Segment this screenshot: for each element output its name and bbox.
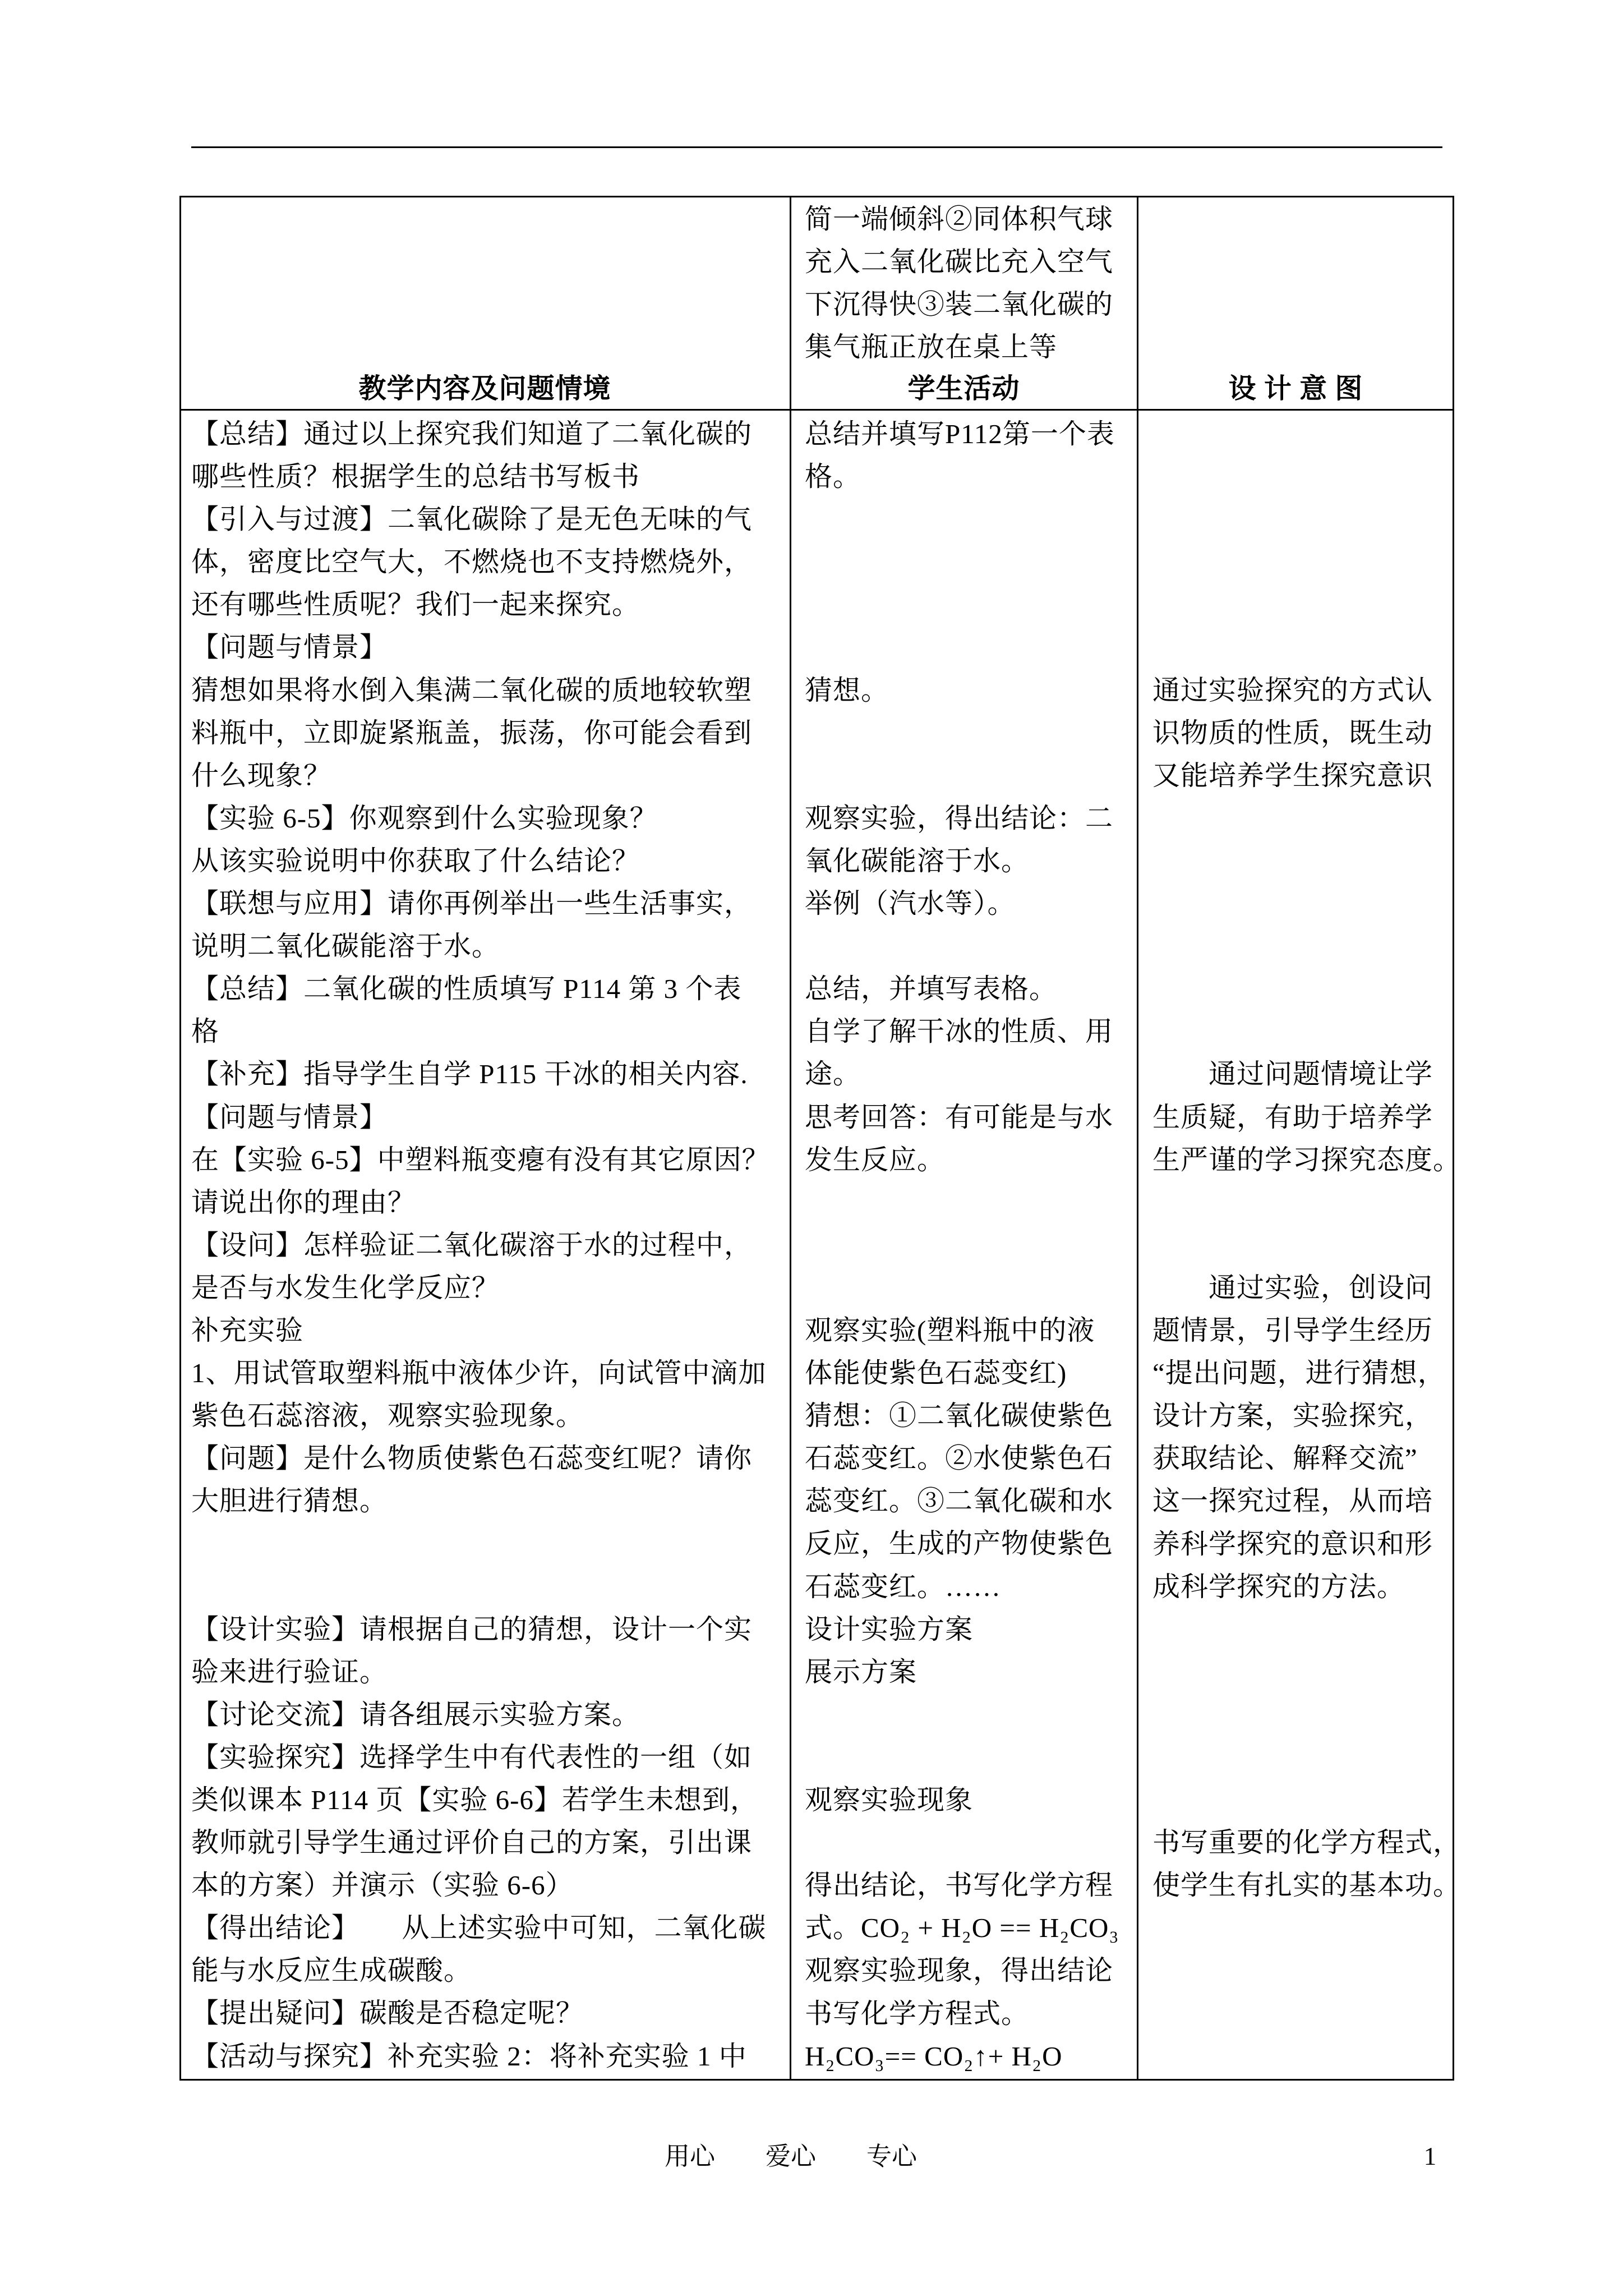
- activity-item: [805, 1949, 1119, 1992]
- activity-line: 观察实验现象: [805, 1784, 974, 1816]
- activity-item: [805, 1993, 1119, 2035]
- content-line: 【设问】怎样验证二氧化碳溶于水的过程中，: [191, 1229, 753, 1260]
- content-item: [191, 840, 770, 882]
- design-line: 成科学探究的方法。: [1152, 1571, 1405, 1602]
- content-line: 补充实验: [191, 1314, 304, 1346]
- design-line: 书写重要的化学方程式，: [1152, 1827, 1461, 1858]
- content-line: 【活动与探究】补充实验 2：将补充实验 1 中: [191, 2040, 747, 2072]
- activity-line: 集气瓶正放在桌上等: [805, 332, 1058, 363]
- chemical-equation: 式。CO₂ + H₂O == H₂CO₃: [805, 1912, 1119, 1944]
- design-line: 通过实验，创设问: [1152, 1272, 1433, 1303]
- design-item: [1152, 1053, 1461, 1181]
- column-header-design: 设 计 意 图: [1228, 373, 1363, 404]
- activity-line: 思考回答：有可能是与水: [805, 1101, 1114, 1133]
- activity-line: 总结并填写P112第一个表: [805, 418, 1115, 449]
- content-line: 猜想如果将水倒入集满二氧化碳的质地较软塑: [191, 674, 753, 706]
- chemical-equation: H₂CO₃== CO₂↑+ H₂O: [805, 2040, 1063, 2072]
- design-line: 通过问题情境让学: [1152, 1059, 1433, 1090]
- activity-line: 观察实验，得出结论：二: [805, 802, 1114, 834]
- content-line: 【讨论交流】请各组展示实验方案。: [191, 1699, 640, 1730]
- activity-item: [805, 968, 1119, 1010]
- activity-line: 石蕊变红。②水使紫色石: [805, 1443, 1114, 1474]
- content-item: [191, 1992, 770, 2035]
- table-column-divider: [790, 196, 791, 2081]
- activity-line: 石蕊变红。……: [805, 1571, 1002, 1602]
- content-line: 【问题】是什么物质使紫色石蕊变红呢？请你: [191, 1443, 753, 1474]
- content-line: 是否与水发生化学反应？: [191, 1272, 500, 1303]
- activity-line: 举例（汽水等）。: [805, 888, 1016, 919]
- content-line: 体，密度比空气大，不燃烧也不支持燃烧外，: [191, 546, 753, 578]
- content-item: [191, 1309, 770, 1352]
- content-line: 【得出结论】 从上述实验中可知，二氧化碳: [191, 1912, 767, 1944]
- design-line: 这一探究过程，从而培: [1152, 1485, 1433, 1517]
- activity-item: [805, 1779, 1119, 1821]
- content-item: [191, 498, 770, 626]
- activity-column: [805, 413, 1119, 2078]
- content-line: 【实验探究】选择学生中有代表性的一组（如: [191, 1741, 753, 1773]
- activity-line: 氧化碳能溶于水。: [805, 845, 1030, 876]
- content-item: [191, 797, 770, 840]
- content-line: 【实验 6-5】你观察到什么实验现象？: [191, 802, 658, 834]
- activity-line: 下沉得快③装二氧化碳的: [805, 289, 1114, 320]
- content-line: 还有哪些性质呢？我们一起来探究。: [191, 589, 640, 620]
- content-item: [191, 1736, 770, 1907]
- content-line: 格: [191, 1016, 220, 1047]
- activity-line: 猜想。: [805, 674, 889, 706]
- table-column-divider: [1137, 196, 1138, 2081]
- activity-item: [805, 882, 1119, 925]
- activity-item: [805, 669, 1119, 712]
- content-item: [191, 882, 770, 968]
- activity-line: 书写化学方程式。: [805, 1998, 1030, 2029]
- activity-line: 自学了解干冰的性质、用: [805, 1016, 1114, 1047]
- content-item: [191, 669, 770, 797]
- content-line: 教师就引导学生通过评价自己的方案，引出课: [191, 1827, 753, 1858]
- content-line: 紫色石蕊溶液，观察实验现象。: [191, 1400, 584, 1432]
- header-rule: [191, 146, 1442, 148]
- activity-header-continuation: [805, 198, 1113, 369]
- activity-item: [805, 1864, 1119, 1949]
- activity-item: [805, 1651, 1119, 1694]
- activity-item: [805, 1395, 1119, 1608]
- activity-line: 发生反应。: [805, 1144, 946, 1175]
- design-line: 设计方案，实验探究，: [1152, 1400, 1433, 1432]
- content-line: 验来进行验证。: [191, 1656, 388, 1687]
- activity-line: 观察实验现象，得出结论: [805, 1955, 1114, 1986]
- content-line: 【问题与情景】: [191, 632, 388, 663]
- column-header-content: 教学内容及问题情境: [358, 373, 611, 404]
- design-line: 题情景，引导学生经历: [1152, 1315, 1433, 1346]
- spacer: [191, 1522, 192, 1608]
- content-item: [191, 1352, 770, 1437]
- activity-item: [805, 1309, 1119, 1395]
- content-line: 哪些性质？根据学生的总结书写板书: [191, 461, 640, 493]
- page-number: 1: [1423, 2142, 1437, 2170]
- content-item: [191, 1694, 770, 1736]
- content-line: 【问题与情景】: [191, 1101, 388, 1133]
- content-item: [191, 1053, 770, 1096]
- design-line: 又能培养学生探究意识: [1152, 760, 1433, 791]
- activity-line: 总结，并填写表格。: [805, 973, 1058, 1005]
- column-header-activity: 学生活动: [907, 373, 1020, 404]
- content-line: 料瓶中，立即旋紧瓶盖，振荡，你可能会看到: [191, 717, 753, 748]
- spacer: [1152, 413, 1153, 669]
- design-item: [1152, 669, 1461, 797]
- content-line: 说明二氧化碳能溶于水。: [191, 931, 500, 962]
- content-line: 能与水反应生成碳酸。: [191, 1955, 472, 1986]
- activity-line: 展示方案: [805, 1656, 917, 1687]
- content-line: 从该实验说明中你获取了什么结论？: [191, 845, 640, 876]
- design-line: 识物质的性质，既生动: [1152, 717, 1433, 748]
- activity-item: [805, 1608, 1119, 1651]
- content-line: 类似课本 P114 页【实验 6-6】若学生未想到，: [191, 1784, 759, 1815]
- footer-motto: 用心 爱心 专心: [664, 2142, 917, 2170]
- content-item: [191, 1096, 770, 1139]
- activity-line: 设计实验方案: [805, 1613, 974, 1645]
- content-line: 大胆进行猜想。: [191, 1485, 388, 1517]
- content-item: [191, 1437, 770, 1522]
- activity-item: [805, 797, 1119, 882]
- activity-line: 猜想：①二氧化碳使紫色: [805, 1400, 1114, 1432]
- design-line: “提出问题，进行猜想，: [1152, 1358, 1446, 1389]
- activity-line: 途。: [805, 1059, 861, 1090]
- content-line: 什么现象？: [191, 760, 332, 791]
- content-line: 请说出你的理由？: [191, 1186, 416, 1218]
- design-line: 获取结论、解释交流”: [1152, 1443, 1418, 1474]
- activity-item: [805, 1010, 1119, 1096]
- activity-line: 观察实验(塑料瓶中的液: [805, 1315, 1095, 1346]
- spacer: [1152, 1608, 1153, 1822]
- content-line: 本的方案）并演示（实验 6-6）: [191, 1870, 574, 1901]
- content-item: [191, 626, 770, 669]
- activity-line: 体能使紫色石蕊变红): [805, 1358, 1067, 1389]
- design-line: 通过实验探究的方式认: [1152, 674, 1433, 706]
- design-line: 养科学探究的意识和形: [1152, 1528, 1433, 1559]
- content-line: 【设计实验】请根据自己的猜想，设计一个实: [191, 1613, 753, 1645]
- activity-line: 格。: [805, 461, 861, 493]
- content-item: [191, 1224, 770, 1309]
- content-column: [191, 413, 770, 2078]
- activity-item: [805, 413, 1119, 498]
- design-item: [1152, 1267, 1461, 1608]
- content-item: [191, 1139, 770, 1224]
- content-line: 【补充】指导学生自学 P115 干冰的相关内容.: [191, 1059, 748, 1090]
- design-line: 生严谨的学习探究态度。: [1152, 1144, 1461, 1175]
- content-item: [191, 2035, 770, 2078]
- activity-line: 蕊变红。③二氧化碳和水: [805, 1485, 1114, 1517]
- content-line: 【引入与过渡】二氧化碳除了是无色无味的气: [191, 504, 753, 535]
- content-item: [191, 1907, 770, 1992]
- content-item: [191, 968, 770, 1053]
- design-line: 生质疑，有助于培养学: [1152, 1101, 1433, 1133]
- activity-line: 反应，生成的产物使紫色: [805, 1528, 1114, 1559]
- content-line: 【总结】二氧化碳的性质填写 P114 第 3 个表: [191, 973, 742, 1005]
- content-line: 1、用试管取塑料瓶中液体少许，向试管中滴加: [191, 1358, 767, 1389]
- content-line: 【提出疑问】碳酸是否稳定呢？: [191, 1998, 584, 2029]
- content-line: 【总结】通过以上探究我们知道了二氧化碳的: [191, 418, 753, 449]
- content-line: 在【实验 6-5】中塑料瓶变瘪有没有其它原因？: [191, 1144, 770, 1175]
- content-item: [191, 1608, 770, 1694]
- activity-item: [805, 1096, 1119, 1181]
- spacer: [1152, 797, 1153, 1053]
- activity-line: 简一端倾斜②同体积气球: [805, 204, 1114, 234]
- design-item: [1152, 1821, 1461, 1907]
- design-line: 使学生有扎实的基本功。: [1152, 1870, 1461, 1901]
- activity-line: 充入二氧化碳比充入空气: [805, 246, 1114, 278]
- activity-item: [805, 2035, 1119, 2078]
- content-line: 【联想与应用】请你再例举出一些生活事实，: [191, 888, 753, 919]
- spacer: [1152, 1181, 1153, 1267]
- activity-line: 得出结论，书写化学方程: [805, 1870, 1114, 1901]
- content-item: [191, 413, 770, 498]
- design-column: [1152, 413, 1461, 1907]
